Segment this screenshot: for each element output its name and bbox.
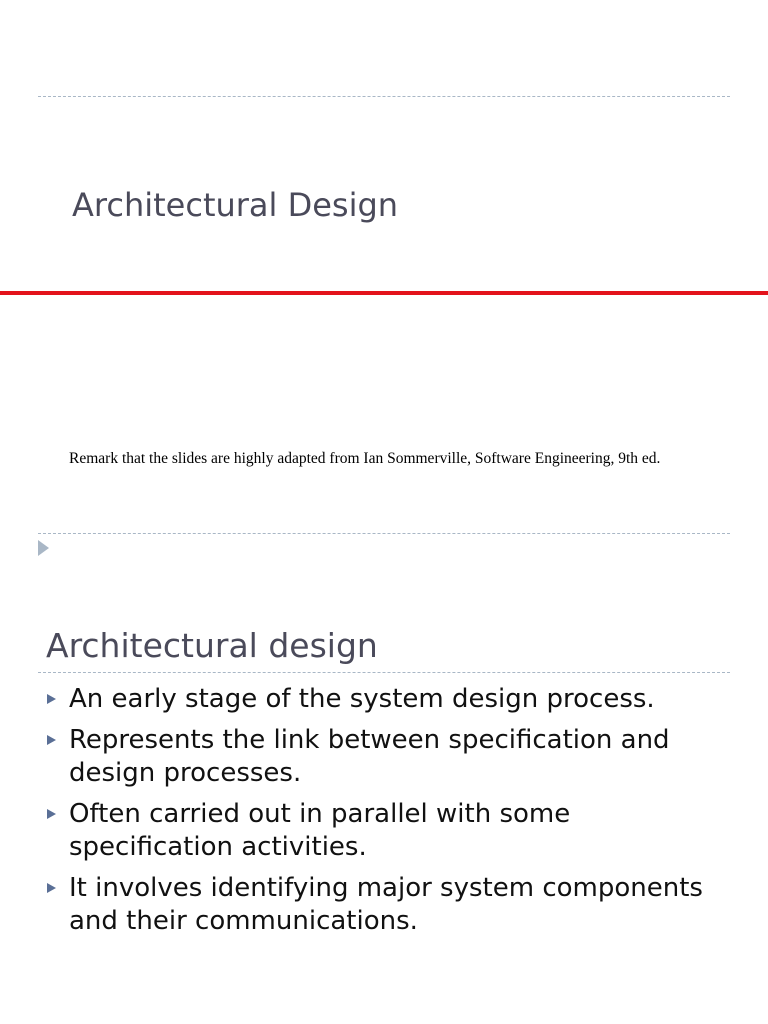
list-item	[0, 724, 768, 791]
bullet-text: It involves identifying major system components and their communications.	[69, 872, 703, 936]
top-dashed-divider	[38, 96, 730, 97]
triangle-right-icon	[47, 735, 56, 745]
triangle-right-icon	[47, 809, 56, 819]
slide-title: Architectural Design	[72, 186, 399, 224]
triangle-right-icon	[47, 694, 56, 704]
triangle-right-icon	[38, 540, 49, 556]
bullet-text: An early stage of the system design process.	[69, 684, 655, 714]
list-item	[0, 798, 768, 865]
bullet-text: Often carried out in parallel with some specification activities.	[69, 798, 571, 862]
bullet-list	[0, 683, 768, 946]
red-accent-rule	[0, 291, 768, 295]
title-dashed-divider	[38, 672, 730, 673]
content-slide-title: Architectural design	[46, 626, 378, 665]
list-item	[0, 683, 768, 717]
list-item	[0, 872, 768, 939]
bottom-dashed-divider	[38, 533, 730, 534]
triangle-right-icon	[47, 883, 56, 893]
bullet-text: Represents the link between specification and design processes.	[69, 724, 670, 788]
source-remark: Remark that the slides are highly adapted from Ian Sommerville, Software Engineering, 9th ed.	[69, 450, 661, 467]
